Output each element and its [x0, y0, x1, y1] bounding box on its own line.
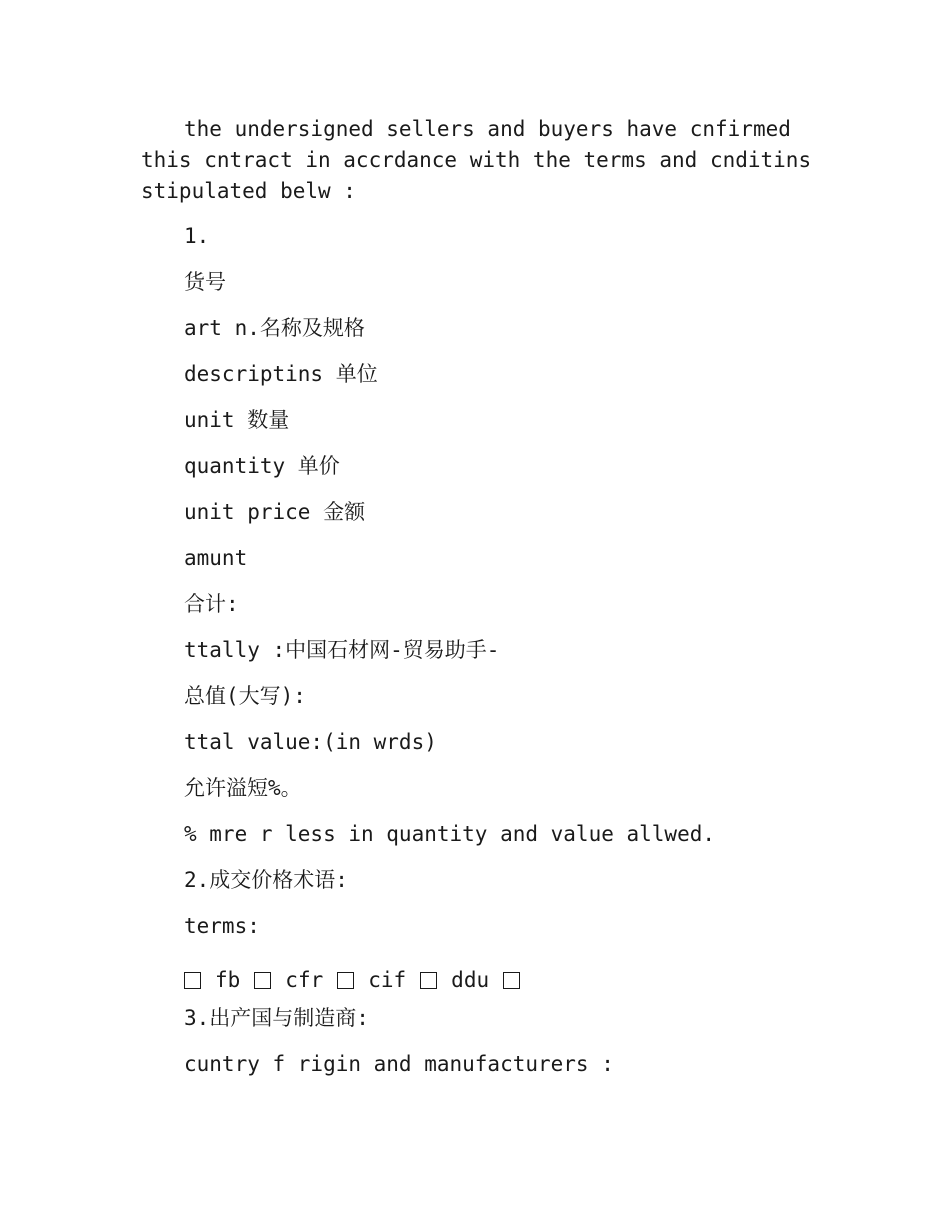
contract-lines: [184, 221, 715, 1095]
totally-label: ttally :中国石材网-贸易助手-: [184, 638, 500, 662]
terms-label: terms:: [184, 914, 260, 938]
section-3-title: 3.出产国与制造商:: [184, 1006, 369, 1030]
terms-checkbox-1[interactable]: [254, 972, 271, 989]
country-of-origin-label: cuntry f rigin and manufacturers :: [184, 1052, 614, 1076]
terms-option-fob: fb: [215, 968, 241, 992]
tolerance-label: % mre r less in quantity and value allwed.: [184, 822, 716, 846]
art-no-cn-label: 货号: [184, 270, 226, 294]
descriptions-label: descriptins 单位: [184, 362, 378, 386]
art-no-label: art n.名称及规格: [184, 316, 365, 340]
terms-option-cif: cif: [368, 968, 407, 992]
terms-option-cfr: cfr: [285, 968, 324, 992]
terms-checkbox-3[interactable]: [420, 972, 437, 989]
section-2-title: 2.成交价格术语:: [184, 868, 348, 892]
terms-checkbox-4[interactable]: [503, 972, 520, 989]
total-value-cn-label: 总值(大写):: [184, 684, 306, 708]
total-value-label: ttal value:(in wrds): [184, 730, 437, 754]
unit-label: unit 数量: [184, 408, 290, 432]
terms-checkbox-2[interactable]: [337, 972, 354, 989]
intro-paragraph: the undersigned sellers and buyers have cnfirmed this cntract in accrdance with the terms and cnditins stipulated belw :: [141, 117, 824, 203]
terms-options-row: [184, 957, 715, 1003]
section-1-number: 1.: [184, 224, 210, 248]
total-cn-label: 合计:: [184, 592, 239, 616]
terms-option-ddu: ddu: [451, 968, 490, 992]
unit-price-label: unit price 金额: [184, 500, 366, 524]
amount-label: amunt: [184, 546, 248, 570]
tolerance-cn-label: 允许溢短%。: [184, 776, 302, 800]
terms-checkbox-0[interactable]: [184, 972, 201, 989]
quantity-label: quantity 单价: [184, 454, 340, 478]
